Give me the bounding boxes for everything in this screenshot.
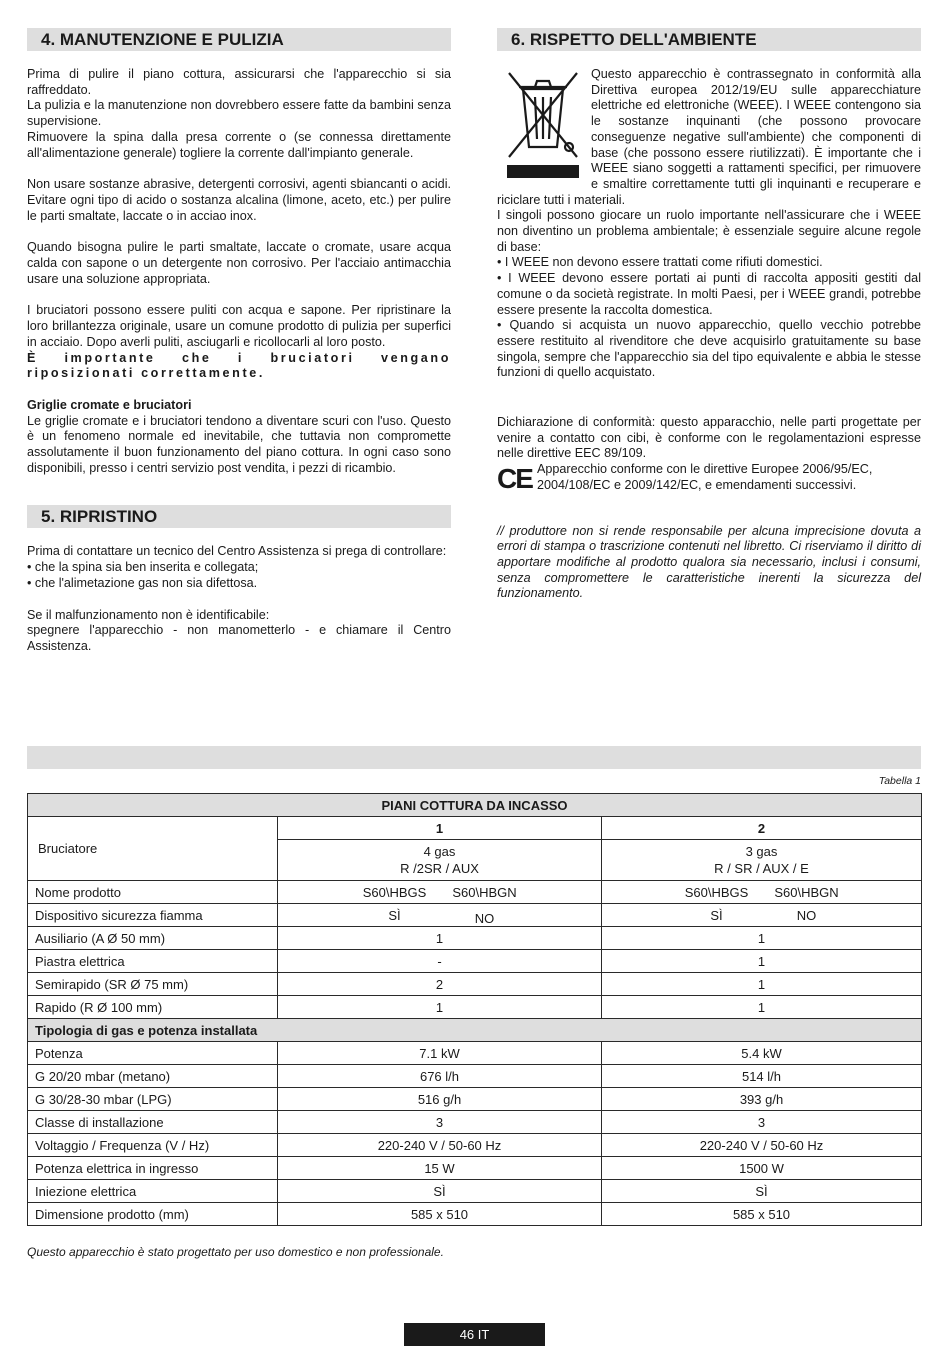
table-cell: 516 g/h <box>278 1088 602 1111</box>
paragraph: I bruciatori possono essere puliti con acqua e sapone. Per ripristinare la loro brillantezza originale, usare un comune prodotto di pulizia per superfici in acciaio. Dopo averli puliti, asciugarli e ricollocarli al loro posto. <box>27 303 451 349</box>
table-cell: - <box>278 950 602 973</box>
table-cell: 15 W <box>278 1157 602 1180</box>
flame-safety-value: SÌ <box>710 907 723 923</box>
flame-safety-value: SÌ <box>388 907 401 923</box>
burner-list: R / SR / AUX / E <box>714 861 809 876</box>
table-row <box>28 1065 922 1088</box>
table-cell: 3 <box>278 1111 602 1134</box>
table-row <box>28 927 922 950</box>
table-cell: 7.1 kW <box>278 1042 602 1065</box>
footnote: Questo apparecchio è stato progettato per uso domestico e non professionale. <box>27 1245 444 1259</box>
table-cell-label: Nome prodotto <box>28 881 278 904</box>
table-cell: 393 g/h <box>602 1088 922 1111</box>
section-title-ripristino: 5. RIPRISTINO <box>27 505 451 528</box>
section-title-manutenzione: 4. MANUTENZIONE E PULIZIA <box>27 28 451 51</box>
table-row <box>28 950 922 973</box>
table-cell-label: Voltaggio / Frequenza (V / Hz) <box>28 1134 278 1157</box>
table-cell: 1500 W <box>602 1157 922 1180</box>
table-cell <box>278 904 602 927</box>
table-cell: 676 l/h <box>278 1065 602 1088</box>
weee-paragraph: Questo apparecchio è contrassegnato in conformità alla Direttiva europea 2012/19/EU sulle apparecchiature elettriche ed elettroniche (WEEE). I WEEE contengono sia le sostanze inquinanti (che possono provocare conseguenze negative sull'ambiente) che componenti di base (che possono essere riutilizzati). È importante che i WEEE siano soggetti a rattamenti specifici, per rimuovere e smaltire correttamente tutti gli inquinanti e recuperare e riciclare tutti i materiali. <box>497 67 921 207</box>
table-row <box>28 1088 922 1111</box>
table-row <box>28 1042 922 1065</box>
warning-text: È importante che i bruciatori vengano riposizionati correttamente. <box>27 350 451 381</box>
flame-safety-value: NO <box>474 910 495 926</box>
declaration-paragraph: Dichiarazione di conformità: questo apparacchio, nelle parti progettate per venire a contatto con cibi, è conforme con le regolamentazioni espresse nelle direttive EEC 89/109. <box>497 415 921 461</box>
table-row <box>28 1134 922 1157</box>
table-caption: Tabella 1 <box>878 775 921 787</box>
crossed-bin-icon <box>501 67 583 179</box>
table-column-header: 1 <box>278 817 602 840</box>
table-cell: 5.4 kW <box>602 1042 922 1065</box>
table-cell: 2 <box>278 973 602 996</box>
bullet-item: • che la spina sia ben inserita e collegata; <box>27 560 259 575</box>
ce-paragraph: Apparecchio conforme con le direttive Europee 2006/95/EC, 2004/108/EC e 2009/142/EC, e emendamenti successivi. <box>537 462 873 492</box>
bullet-item: • I WEEE non devono essere trattati come rifiuti domestici. <box>497 255 823 270</box>
burner-list: R /2SR / AUX <box>400 861 479 876</box>
table-cell-label: Bruciatore <box>28 817 278 881</box>
paragraph: Le griglie cromate e i bruciatori tendono a diventare scuri con l'uso. Questo è un fenomeno normale ed inevitabile, che tuttavia non compromette assolutamente il buon funzionamento del piano cottura. In ogni caso sono disponibili, presso i centri servizio post vendita, i pezzi di ricambio. <box>27 413 451 475</box>
paragraph: spegnere l'apparecchio - non manometterlo - e chiamare il Centro Assistenza. <box>27 623 451 653</box>
table-cell: 1 <box>602 950 922 973</box>
subheading-griglie: Griglie cromate e bruciatori <box>27 397 192 412</box>
bullet-item: • Quando si acquista un nuovo apparecchio, quello vecchio potrebbe essere restituito al rivenditore che deve acquisirlo gratuitamente su base singola, sempre che l'apparecchio sia del tipo equivalente e abbia le stesse funzioni di quello acquistato. <box>497 318 921 380</box>
flame-safety-value: NO <box>796 907 817 923</box>
table-cell-label: Classe di installazione <box>28 1111 278 1134</box>
table-cell-label: Iniezione elettrica <box>28 1180 278 1203</box>
section-title-ambiente: 6. RISPETTO DELL'AMBIENTE <box>497 28 921 51</box>
table-row <box>28 1111 922 1134</box>
table-cell <box>602 840 922 881</box>
table-cell <box>278 840 602 881</box>
table-cell: 220-240 V / 50-60 Hz <box>278 1134 602 1157</box>
table-cell-label: Dispositivo sicurezza fiamma <box>28 904 278 927</box>
table-cell: 585 x 510 <box>278 1203 602 1226</box>
paragraph: Prima di pulire il piano cottura, assicurarsi che l'apparecchio si sia raffreddato. <box>27 67 451 97</box>
product-code: S60\HBGS <box>684 884 749 900</box>
table-cell: SÌ <box>602 1180 922 1203</box>
table-group-row <box>28 1019 922 1042</box>
product-code: S60\HBGN <box>452 884 517 900</box>
gas-count: 4 gas <box>423 844 456 859</box>
ce-mark-icon: CE <box>497 463 532 495</box>
table-row <box>28 1180 922 1203</box>
table-cell-label: G 30/28-30 mbar (LPG) <box>28 1088 278 1111</box>
table-cell: 585 x 510 <box>602 1203 922 1226</box>
table-cell: 220-240 V / 50-60 Hz <box>602 1134 922 1157</box>
bullet-item: • I WEEE devono essere portati ai punti di raccolta appositi gestiti dal comune o da società registrate. In molti Paesi, per i WEEE grandi, potrebbe essere presente la raccolta domestica. <box>497 271 921 317</box>
burner-rows <box>28 927 922 1019</box>
table-group-title: Tipologia di gas e potenza installata <box>28 1019 922 1042</box>
product-code: S60\HBGS <box>362 884 427 900</box>
table-row <box>28 1157 922 1180</box>
table-row <box>28 973 922 996</box>
table-row <box>28 817 922 840</box>
table-row <box>28 1203 922 1226</box>
table-row <box>28 996 922 1019</box>
paragraph: Se il malfunzionamento non è identificabile: <box>27 607 270 622</box>
paragraph: Non usare sostanze abrasive, detergenti corrosivi, agenti sbiancanti o acidi. Evitare ogni tipo di acido o sostanza alcalina (limone, aceto, etc.) per pulire le parti smaltate, laccate o in acciao inox. <box>27 177 451 223</box>
power-rows <box>28 1042 922 1226</box>
table-cell <box>602 881 922 904</box>
weee-block <box>497 67 921 208</box>
table-cell-label: Dimensione prodotto (mm) <box>28 1203 278 1226</box>
table-cell: 514 l/h <box>602 1065 922 1088</box>
gas-count: 3 gas <box>745 844 778 859</box>
table-cell: 1 <box>602 927 922 950</box>
table-row <box>28 904 922 927</box>
table-cell-label: Semirapido (SR Ø 75 mm) <box>28 973 278 996</box>
table-cell-label: Rapido (R Ø 100 mm) <box>28 996 278 1019</box>
table-cell: 1 <box>278 927 602 950</box>
product-code: S60\HBGN <box>774 884 839 900</box>
table-cell-label: G 20/20 mbar (metano) <box>28 1065 278 1088</box>
paragraph: I singoli possono giocare un ruolo importante nell'assicurare che i WEEE non diventino un problema ambientale; è essenziale seguire alcune regole di base: <box>497 208 921 254</box>
right-column <box>497 28 921 602</box>
table-cell: 1 <box>278 996 602 1019</box>
spec-table <box>27 793 922 1226</box>
table-cell-label: Piastra elettrica <box>28 950 278 973</box>
table-cell <box>602 904 922 927</box>
bullet-item: • che l'alimetazione gas non sia difettosa. <box>27 575 258 590</box>
table-cell: 1 <box>602 996 922 1019</box>
paragraph: Quando bisogna pulire le parti smaltate, laccate o cromate, usare acqua calda con sapone o un detergente non corrosivo. Per l'acciaio antimacchia usare una soluzione appropriata. <box>27 240 451 286</box>
section-divider-band <box>27 746 921 769</box>
left-column <box>27 28 451 655</box>
ce-block <box>497 462 921 493</box>
table-title-row <box>28 794 922 817</box>
paragraph: Rimuovere la spina dalla presa corrente o (se connessa direttamente all'alimentazione generale) togliere la corrente dall'impianto generale. <box>27 129 451 160</box>
table-column-header: 2 <box>602 817 922 840</box>
disclaimer-paragraph: // produttore non si rende responsabile per alcuna imprecisione dovuta a errori di stampa o trascrizione contenuti nel libretto. Ci riserviamo il diritto di apportare modifiche al prodotto qualora sia necessario, inclusi i consumi, senza compromettere le caratteristiche inerenti la sicurezza del funzionamento. <box>497 523 921 601</box>
table-cell: 1 <box>602 973 922 996</box>
table-title: PIANI COTTURA DA INCASSO <box>28 794 922 817</box>
paragraph: La pulizia e la manutenzione non dovrebbero essere fatte da bambini senza supervisione. <box>27 98 451 129</box>
table-cell-label: Potenza <box>28 1042 278 1065</box>
table-cell: 3 <box>602 1111 922 1134</box>
table-cell-label: Ausiliario (A Ø 50 mm) <box>28 927 278 950</box>
page-number: 46 IT <box>404 1323 545 1346</box>
paragraph: Prima di contattare un tecnico del Centro Assistenza si prega di controllare: <box>27 544 447 559</box>
table-row <box>28 881 922 904</box>
table-cell-label: Potenza elettrica in ingresso <box>28 1157 278 1180</box>
table-cell: SÌ <box>278 1180 602 1203</box>
table-cell <box>278 881 602 904</box>
